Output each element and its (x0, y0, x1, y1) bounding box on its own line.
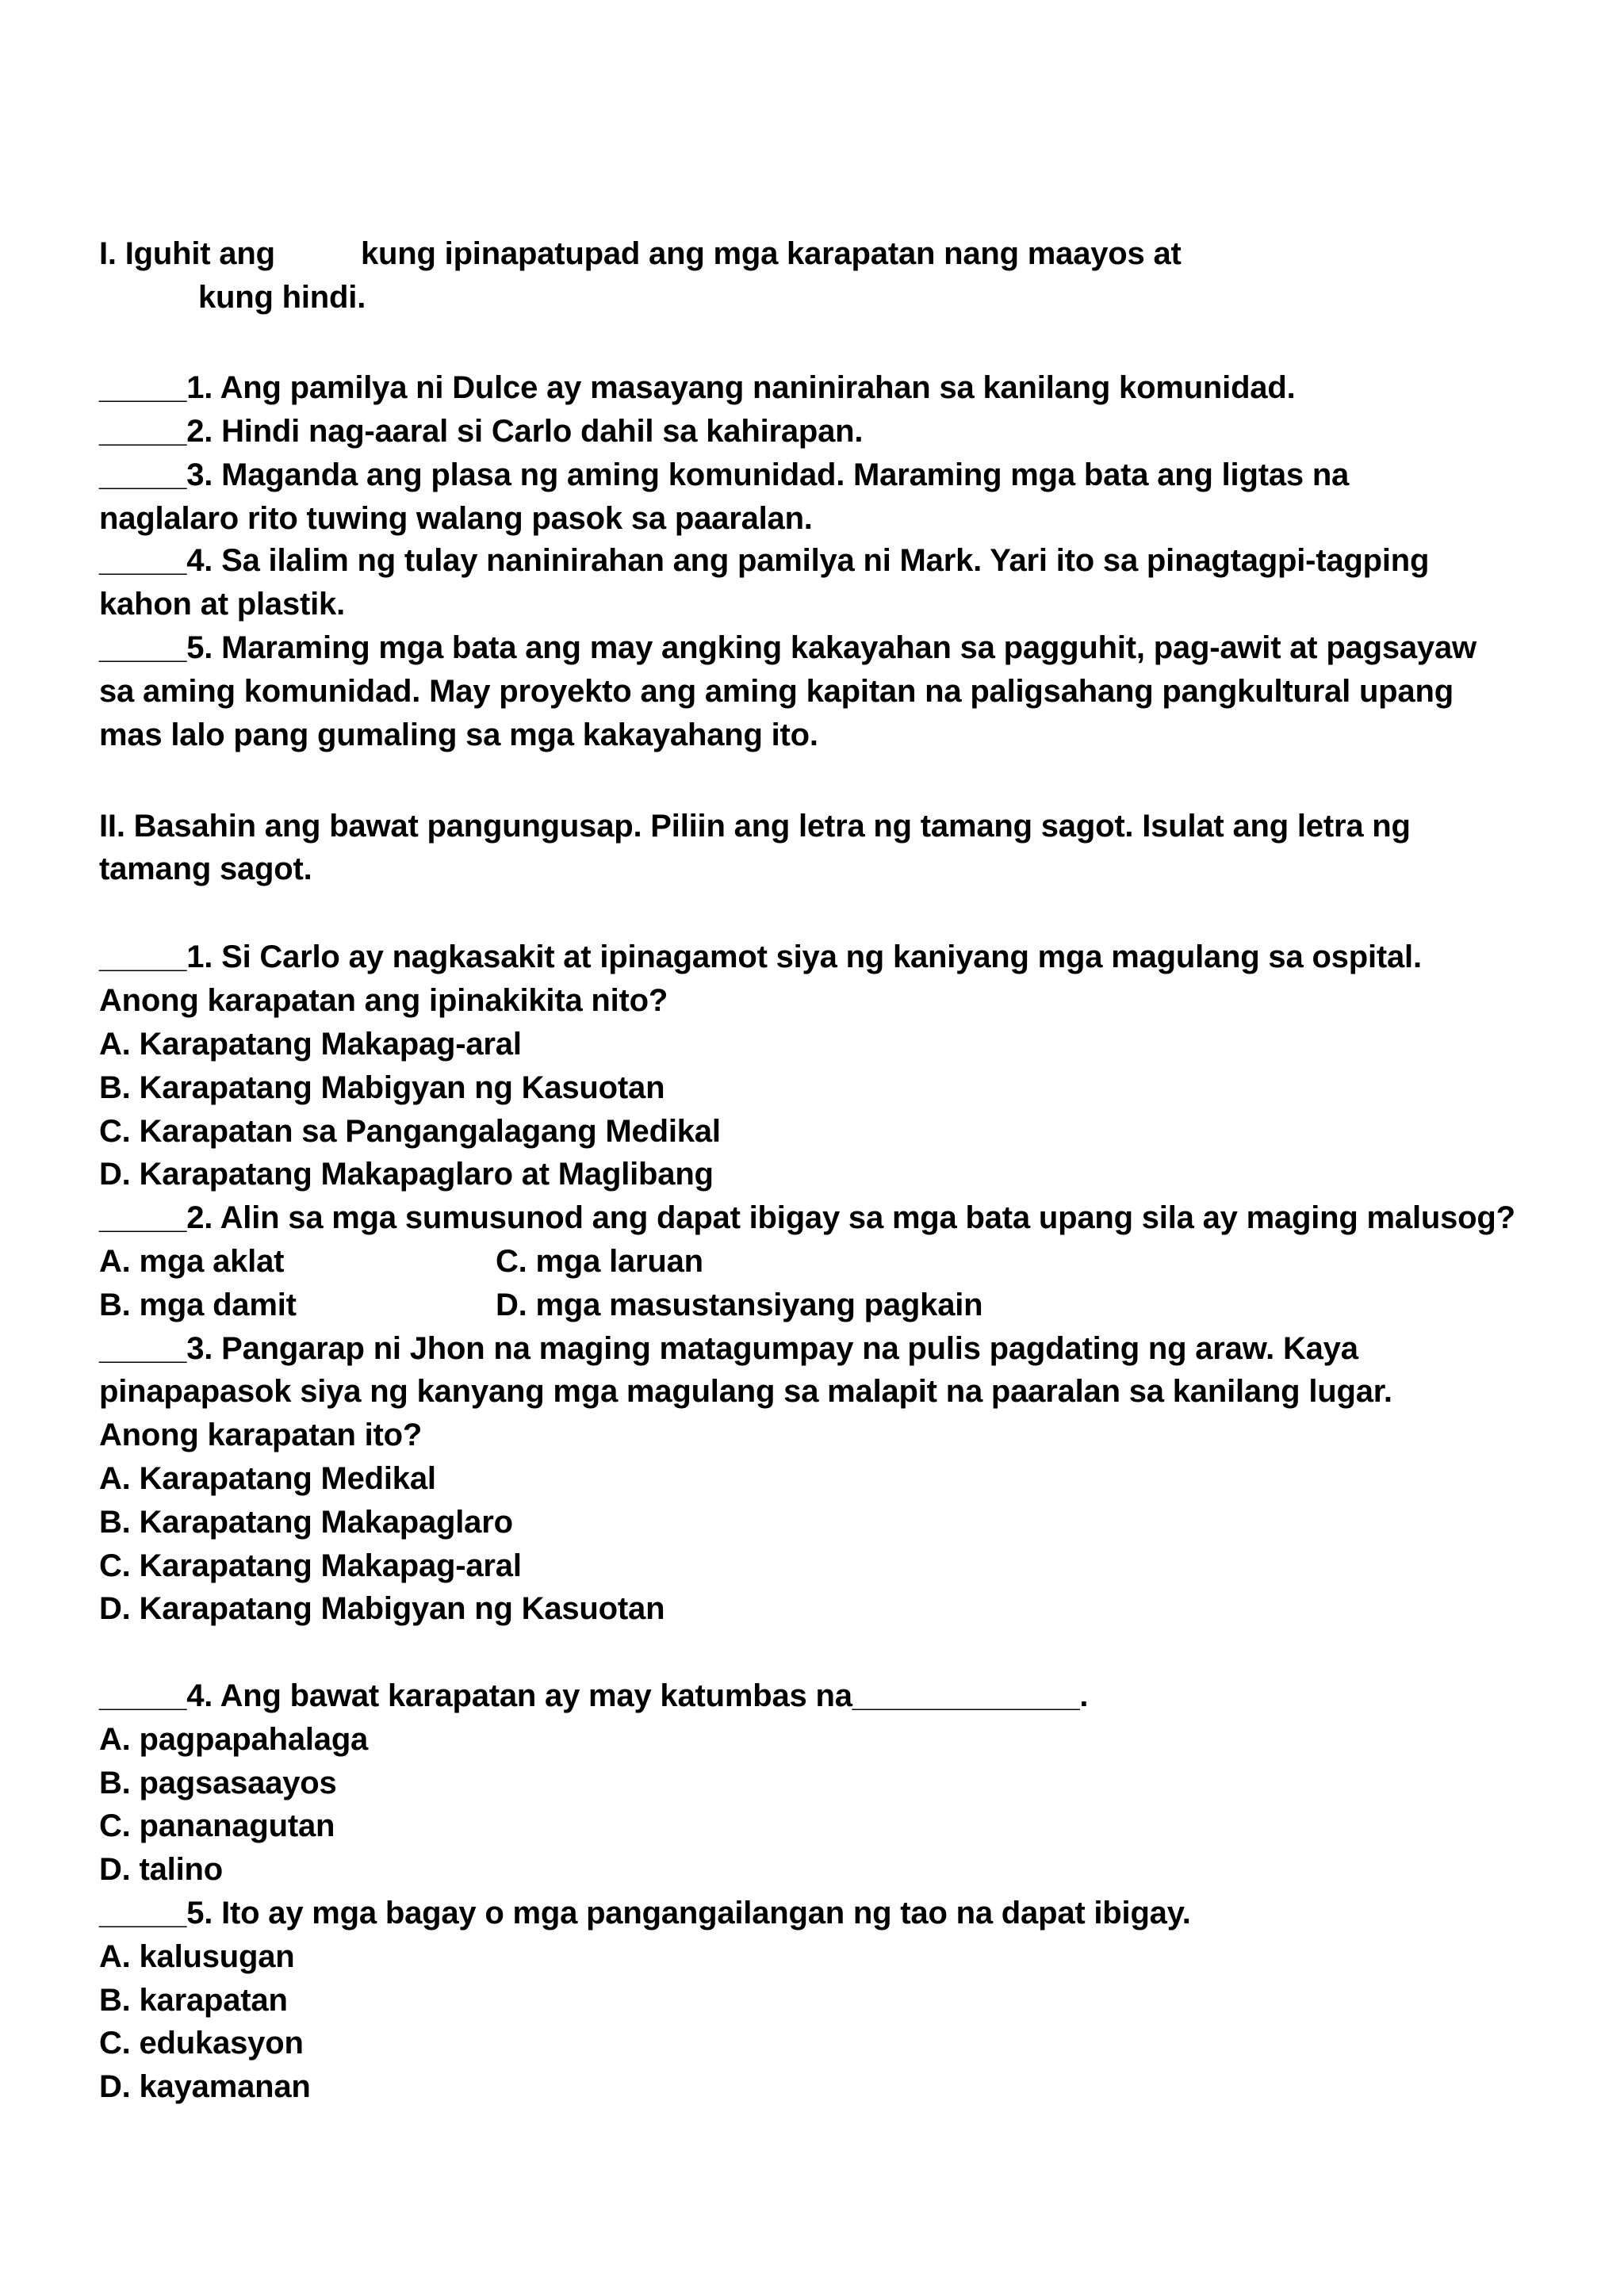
section1-item-5-continued: sa aming komunidad. May proyekto ang aming kapitan na paligsahang pangkultural upang (99, 674, 1454, 709)
question-3-option-a: A. Karapatang Medikal (99, 1461, 436, 1496)
question-4: _____4. Ang bawat karapatan ay may katumbas na_____________. (99, 1678, 1089, 1713)
question-1-option-c: C. Karapatan sa Pangangalagang Medikal (99, 1114, 721, 1149)
question-5-option-b: B. karapatan (99, 1983, 288, 2018)
question-3-option-d: D. Karapatang Mabigyan ng Kasuotan (99, 1591, 665, 1626)
question-4-option-d: D. talino (99, 1852, 223, 1887)
section1-item-4: _____4. Sa ilalim ng tulay naninirahan ang pamilya ni Mark. Yari ito sa pinagtagpi-tagping (99, 543, 1430, 578)
section1-item-3-continued: naglalaro rito tuwing walang pasok sa paaralan. (99, 501, 813, 536)
section1-item-5: _____5. Maraming mga bata ang may angking kakayahan sa pagguhit, pag-awit at pagsayaw (99, 630, 1477, 665)
question-2-option-c: C. mga laruan (496, 1244, 703, 1279)
section1-item-4-continued: kahon at plastik. (99, 587, 346, 622)
section1-instruction-text: kung ipinapatupad ang mga karapatan nang maayos at (361, 236, 1182, 271)
section1-item-5-continued-2: mas lalo pang gumaling sa mga kakayahang ito. (99, 718, 818, 752)
question-2-option-d: D. mga masustansiyang pagkain (496, 1288, 983, 1322)
question-1-option-d: D. Karapatang Makapaglaro at Maglibang (99, 1157, 714, 1192)
section1-instruction-label: I. Iguhit ang (99, 236, 275, 271)
section2-instruction: II. Basahin ang bawat pangungusap. Piliin ang letra ng tamang sagot. Isulat ang letra ng (99, 809, 1411, 844)
question-4-option-c: C. pananagutan (99, 1808, 335, 1843)
question-5: _____5. Ito ay mga bagay o mga pangangailangan ng tao na dapat ibigay. (99, 1896, 1191, 1931)
question-1-option-b: B. Karapatang Mabigyan ng Kasuotan (99, 1070, 665, 1105)
question-1-continued: Anong karapatan ang ipinakikita nito? (99, 983, 668, 1018)
question-1: _____1. Si Carlo ay nagkasakit at ipinagamot siya ng kaniyang mga magulang sa ospital. (99, 939, 1422, 974)
question-3-option-b: B. Karapatang Makapaglaro (99, 1505, 513, 1540)
section2-instruction-continued: tamang sagot. (99, 851, 312, 886)
section1-item-1: _____1. Ang pamilya ni Dulce ay masayang naninirahan sa kanilang komunidad. (99, 370, 1296, 405)
question-3-continued-2: Anong karapatan ito? (99, 1418, 423, 1452)
section1-instruction-continued: kung hindi. (198, 280, 366, 315)
question-4-option-b: B. pagsasaayos (99, 1766, 337, 1800)
question-5-option-d: D. kayamanan (99, 2069, 311, 2104)
section1-item-2: _____2. Hindi nag-aaral si Carlo dahil sa kahirapan. (99, 414, 864, 449)
question-2-option-b: B. mga damit (99, 1288, 297, 1322)
question-3: _____3. Pangarap ni Jhon na maging matagumpay na pulis pagdating ng araw. Kaya (99, 1331, 1358, 1366)
question-4-option-a: A. pagpapahalaga (99, 1722, 369, 1757)
section1-item-3: _____3. Maganda ang plasa ng aming komunidad. Maraming mga bata ang ligtas na (99, 457, 1350, 492)
question-3-continued: pinapapasok siya ng kanyang mga magulang sa malapit na paaralan sa kanilang lugar. (99, 1374, 1392, 1409)
question-2-option-a: A. mga aklat (99, 1244, 285, 1279)
question-3-option-c: C. Karapatang Makapag-aral (99, 1548, 522, 1583)
question-1-option-a: A. Karapatang Makapag-aral (99, 1027, 522, 1062)
question-5-option-a: A. kalusugan (99, 1939, 295, 1974)
question-2: _____2. Alin sa mga sumusunod ang dapat ibigay sa mga bata upang sila ay maging malusog? (99, 1200, 1515, 1235)
question-5-option-c: C. edukasyon (99, 2026, 304, 2061)
